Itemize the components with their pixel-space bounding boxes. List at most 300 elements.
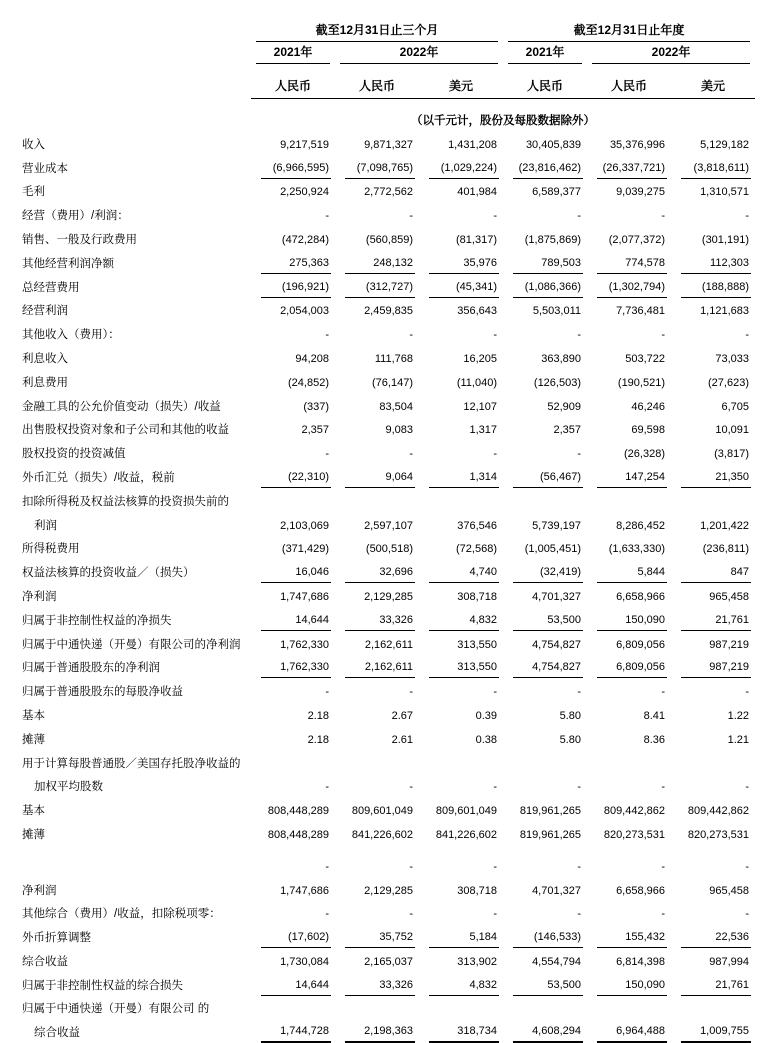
value-cell xyxy=(503,369,587,393)
value-text: 1,121,683 xyxy=(700,305,749,318)
value-text: 21,350 xyxy=(681,469,751,488)
value-cell xyxy=(503,131,587,155)
value-text xyxy=(261,756,331,774)
value-cell xyxy=(419,678,503,702)
value-cell xyxy=(587,536,671,560)
value-text: 2,250,924 xyxy=(280,186,329,199)
table-row xyxy=(22,924,755,948)
table-row xyxy=(22,877,755,901)
value-cell xyxy=(671,877,755,901)
value-cell xyxy=(419,797,503,821)
value-cell xyxy=(587,678,671,702)
value-cell xyxy=(335,948,419,972)
value-text: - xyxy=(661,329,665,342)
value-text: - xyxy=(325,448,329,461)
value-text: (23,816,462) xyxy=(513,160,583,179)
value-text: - xyxy=(409,908,413,921)
value-text: 112,303 xyxy=(681,255,751,274)
value-text: (3,818,611) xyxy=(681,160,751,179)
table-row xyxy=(22,274,755,298)
value-text xyxy=(681,756,751,774)
row-label: 归属于普通股股东的每股净收益 xyxy=(22,686,183,699)
value-cell xyxy=(587,877,671,901)
value-cell xyxy=(587,274,671,298)
row-label: 扣除所得税及权益法核算的投资损失前的 xyxy=(22,495,229,508)
value-text: 94,208 xyxy=(295,352,329,365)
row-label: 净利润 xyxy=(22,590,57,603)
corner-cell xyxy=(22,64,251,99)
value-cell xyxy=(251,797,335,821)
value-cell xyxy=(503,607,587,631)
value-cell xyxy=(251,369,335,393)
value-cell xyxy=(671,607,755,631)
value-text: 965,458 xyxy=(709,884,749,897)
value-text: 1,730,084 xyxy=(280,955,329,968)
value-text: 4,832 xyxy=(429,612,499,631)
value-text: 4,701,327 xyxy=(532,884,581,897)
value-cell xyxy=(587,996,671,1020)
value-cell xyxy=(251,464,335,488)
value-text: - xyxy=(745,329,749,342)
value-cell xyxy=(251,655,335,679)
value-cell xyxy=(419,250,503,274)
value-text xyxy=(597,494,667,512)
row-label: 归属于中通快递（开曼）有限公司的净利润 xyxy=(22,638,241,651)
row-label: 经营（费用）/利润： xyxy=(22,210,129,223)
value-text: - xyxy=(493,781,497,794)
value-cell xyxy=(251,948,335,972)
value-text: 30,405,839 xyxy=(525,138,581,151)
value-text: - xyxy=(577,781,581,794)
value-cell xyxy=(587,702,671,726)
value-cell xyxy=(671,774,755,798)
value-text: (6,966,595) xyxy=(261,160,331,179)
value-cell xyxy=(419,321,503,345)
value-cell xyxy=(335,774,419,798)
value-cell xyxy=(503,559,587,583)
value-text: 155,432 xyxy=(597,929,667,948)
value-cell xyxy=(251,845,335,877)
value-text: 808,448,289 xyxy=(267,805,329,818)
value-text: 1,747,686 xyxy=(280,884,329,897)
value-text: 8.36 xyxy=(643,733,665,746)
value-cell xyxy=(503,155,587,179)
value-text: - xyxy=(577,210,581,223)
value-text xyxy=(681,494,751,512)
value-cell xyxy=(503,179,587,203)
value-text: 8,286,452 xyxy=(616,519,665,532)
row-label: 净利润 xyxy=(22,884,57,897)
value-text: 356,643 xyxy=(457,305,497,318)
value-cell xyxy=(335,417,419,441)
value-cell xyxy=(419,559,503,583)
value-cell xyxy=(335,464,419,488)
value-text: (126,503) xyxy=(533,376,581,389)
value-cell xyxy=(335,607,419,631)
value-cell xyxy=(587,512,671,536)
value-cell xyxy=(587,607,671,631)
value-text: 7,736,481 xyxy=(616,305,665,318)
value-text: 1,310,571 xyxy=(700,186,749,199)
value-text: - xyxy=(661,860,665,873)
value-cell xyxy=(419,393,503,417)
row-label: 归属于中通快递（开曼）有限公司 的 xyxy=(22,1003,210,1016)
value-cell xyxy=(251,321,335,345)
value-cell xyxy=(671,702,755,726)
value-text: 2,198,363 xyxy=(345,1023,415,1043)
value-cell xyxy=(335,512,419,536)
value-cell xyxy=(251,393,335,417)
value-cell xyxy=(671,821,755,845)
value-cell xyxy=(587,226,671,250)
value-text xyxy=(429,1001,499,1019)
value-text xyxy=(429,494,499,512)
value-cell xyxy=(503,631,587,655)
corner-cell xyxy=(22,20,251,42)
value-cell xyxy=(587,631,671,655)
value-cell xyxy=(671,512,755,536)
value-text: 2.67 xyxy=(391,709,413,722)
value-cell xyxy=(335,924,419,948)
period-group-header xyxy=(251,20,503,42)
value-text: 819,961,265 xyxy=(519,805,581,818)
value-text: 2,357 xyxy=(301,424,329,437)
value-text xyxy=(261,494,331,512)
table-row xyxy=(22,702,755,726)
value-text: 8.41 xyxy=(643,709,665,722)
value-text: 5.80 xyxy=(559,709,581,722)
value-text: 9,083 xyxy=(385,424,413,437)
value-cell xyxy=(251,274,335,298)
value-cell xyxy=(419,488,503,512)
table-header xyxy=(22,20,755,131)
value-text: 6,705 xyxy=(721,400,749,413)
value-text: 841,226,602 xyxy=(351,828,413,841)
table-row xyxy=(22,226,755,250)
value-text: 819,961,265 xyxy=(519,828,581,841)
row-label: 其他综合（费用）/收益，扣除税项零： xyxy=(22,908,221,921)
value-text: 1,762,330 xyxy=(280,638,329,651)
value-text: - xyxy=(661,781,665,794)
value-text: (26,337,721) xyxy=(597,160,667,179)
value-text xyxy=(597,756,667,774)
table-row xyxy=(22,948,755,972)
value-cell xyxy=(335,488,419,512)
value-cell xyxy=(587,559,671,583)
value-cell xyxy=(587,321,671,345)
value-cell xyxy=(671,901,755,925)
table-row xyxy=(22,298,755,322)
value-cell xyxy=(587,750,671,774)
value-cell xyxy=(419,179,503,203)
value-text: 16,205 xyxy=(463,352,497,365)
value-cell xyxy=(335,440,419,464)
row-label: 权益法核算的投资收益／（损失） xyxy=(22,567,195,580)
value-cell xyxy=(335,226,419,250)
table-row xyxy=(22,774,755,798)
value-cell xyxy=(587,417,671,441)
value-cell xyxy=(251,678,335,702)
value-text: 820,273,531 xyxy=(603,828,665,841)
value-cell xyxy=(251,179,335,203)
value-cell xyxy=(419,131,503,155)
value-text: 1.22 xyxy=(727,709,749,722)
value-text: 313,550 xyxy=(457,638,497,651)
value-cell xyxy=(251,536,335,560)
row-label: 归属于普通股股东的净利润 xyxy=(22,662,160,675)
value-cell xyxy=(419,1019,503,1043)
value-text: 9,064 xyxy=(345,469,415,488)
value-cell xyxy=(503,924,587,948)
value-text: 847 xyxy=(681,564,751,583)
value-text: - xyxy=(745,908,749,921)
value-cell xyxy=(419,845,503,877)
value-cell xyxy=(503,996,587,1020)
value-cell xyxy=(335,821,419,845)
value-text: 33,326 xyxy=(345,612,415,631)
value-text: 6,814,398 xyxy=(616,955,665,968)
value-cell xyxy=(503,536,587,560)
table-row xyxy=(22,536,755,560)
value-cell xyxy=(671,202,755,226)
value-text: 2,162,611 xyxy=(345,659,415,678)
row-label: 外币汇兑（损失）/收益，税前 xyxy=(22,471,175,484)
value-text: - xyxy=(493,210,497,223)
value-text: 774,578 xyxy=(597,255,667,274)
row-label: 销售、一般及行政费用 xyxy=(22,233,137,246)
table-row xyxy=(22,488,755,512)
value-cell xyxy=(335,345,419,369)
value-text: 46,246 xyxy=(631,400,665,413)
value-text: - xyxy=(409,448,413,461)
row-label: 其他经营利润净额 xyxy=(22,257,114,270)
value-cell xyxy=(503,877,587,901)
value-cell xyxy=(335,996,419,1020)
value-cell xyxy=(587,464,671,488)
table-row xyxy=(22,972,755,996)
value-text: - xyxy=(409,860,413,873)
row-label: 摊薄 xyxy=(22,828,45,841)
value-cell xyxy=(251,488,335,512)
value-cell xyxy=(587,948,671,972)
row-label: 所得税费用 xyxy=(22,543,80,556)
table-row xyxy=(22,678,755,702)
value-cell xyxy=(419,369,503,393)
value-cell xyxy=(503,678,587,702)
value-text: (371,429) xyxy=(281,543,329,556)
value-cell xyxy=(419,655,503,679)
value-cell xyxy=(419,417,503,441)
value-cell xyxy=(671,655,755,679)
value-text: (81,317) xyxy=(456,233,497,246)
value-text: (1,302,794) xyxy=(597,279,667,298)
value-cell xyxy=(671,250,755,274)
value-text: (26,328) xyxy=(624,448,665,461)
value-text: (56,467) xyxy=(513,469,583,488)
value-text: 1,317 xyxy=(469,424,497,437)
value-cell xyxy=(671,345,755,369)
value-cell xyxy=(335,250,419,274)
value-cell xyxy=(503,901,587,925)
value-cell xyxy=(419,274,503,298)
value-text: 5,739,197 xyxy=(532,519,581,532)
value-cell xyxy=(335,901,419,925)
value-cell xyxy=(503,512,587,536)
value-cell xyxy=(251,631,335,655)
value-text: 6,809,056 xyxy=(616,638,665,651)
value-text: 318,734 xyxy=(429,1023,499,1043)
value-cell xyxy=(335,750,419,774)
table-row xyxy=(22,559,755,583)
value-text: 4,554,794 xyxy=(532,955,581,968)
value-text: 32,696 xyxy=(345,564,415,583)
value-cell xyxy=(251,226,335,250)
value-cell xyxy=(419,345,503,369)
value-cell xyxy=(503,774,587,798)
value-cell xyxy=(335,583,419,607)
year-label: 2021年 xyxy=(256,43,330,64)
value-text: 9,039,275 xyxy=(616,186,665,199)
value-cell xyxy=(335,678,419,702)
value-text: 313,550 xyxy=(429,659,499,678)
value-text: (45,341) xyxy=(429,279,499,298)
period-group-label: 截至12月31日止年度 xyxy=(508,21,750,42)
value-cell xyxy=(671,321,755,345)
value-cell xyxy=(503,226,587,250)
income-statement-table xyxy=(22,20,755,1043)
value-text: 1,314 xyxy=(429,469,499,488)
corner-cell xyxy=(22,42,251,64)
value-cell xyxy=(251,298,335,322)
value-text: 83,504 xyxy=(379,400,413,413)
value-cell xyxy=(503,1019,587,1043)
value-text: 809,601,049 xyxy=(435,805,497,818)
currency-header-row xyxy=(22,64,755,99)
value-cell xyxy=(335,702,419,726)
table-row xyxy=(22,369,755,393)
value-text: - xyxy=(577,908,581,921)
row-label: 归属于非控制性权益的净损失 xyxy=(22,614,172,627)
value-text: (27,623) xyxy=(708,376,749,389)
year-header xyxy=(335,42,503,64)
value-text: 5,184 xyxy=(429,929,499,948)
value-text: 809,442,862 xyxy=(603,805,665,818)
value-cell xyxy=(419,583,503,607)
row-label: 利息费用 xyxy=(22,376,68,389)
value-cell xyxy=(335,877,419,901)
value-cell xyxy=(587,901,671,925)
value-cell xyxy=(335,321,419,345)
value-text: (190,521) xyxy=(617,376,665,389)
value-text: - xyxy=(745,781,749,794)
year-label: 2021年 xyxy=(508,43,582,64)
value-text: (560,859) xyxy=(365,233,413,246)
value-cell xyxy=(251,417,335,441)
value-cell xyxy=(587,345,671,369)
value-cell xyxy=(671,924,755,948)
value-cell xyxy=(503,797,587,821)
value-cell xyxy=(503,202,587,226)
value-text: (11,040) xyxy=(456,376,497,389)
value-cell xyxy=(251,750,335,774)
value-text: 9,217,519 xyxy=(280,138,329,151)
row-label: 营业成本 xyxy=(22,162,68,175)
value-text: (24,852) xyxy=(288,376,329,389)
value-cell xyxy=(335,726,419,750)
value-text xyxy=(513,494,583,512)
table-row xyxy=(22,440,755,464)
value-text: (196,921) xyxy=(261,279,331,298)
value-cell xyxy=(335,559,419,583)
value-cell xyxy=(671,972,755,996)
value-cell xyxy=(671,226,755,250)
value-cell xyxy=(671,464,755,488)
value-cell xyxy=(587,583,671,607)
table-row xyxy=(22,321,755,345)
row-label xyxy=(22,845,251,877)
currency-header: 人民币 xyxy=(503,64,587,99)
table-row xyxy=(22,750,755,774)
value-text: 53,500 xyxy=(513,612,583,631)
value-text: 313,902 xyxy=(457,955,497,968)
value-text: 820,273,531 xyxy=(687,828,749,841)
value-text: 841,226,602 xyxy=(435,828,497,841)
value-text: 147,254 xyxy=(597,469,667,488)
units-note: （以千元计，股份及每股数据除外） xyxy=(411,115,595,127)
value-text: 5.80 xyxy=(559,733,581,746)
value-text: 35,376,996 xyxy=(609,138,665,151)
value-cell xyxy=(251,155,335,179)
row-label: 用于计算每股普通股／美国存托股净收益的 xyxy=(22,757,241,770)
value-cell xyxy=(671,631,755,655)
value-cell xyxy=(671,1019,755,1043)
value-cell xyxy=(503,972,587,996)
value-cell xyxy=(671,996,755,1020)
value-cell xyxy=(587,155,671,179)
value-cell xyxy=(419,440,503,464)
value-cell xyxy=(251,924,335,948)
value-text xyxy=(513,1001,583,1019)
value-text: - xyxy=(325,860,329,873)
value-text: 5,844 xyxy=(597,564,667,583)
value-text: - xyxy=(493,686,497,699)
year-label: 2022年 xyxy=(592,43,750,64)
value-cell xyxy=(503,321,587,345)
value-text: (236,811) xyxy=(702,543,749,556)
period-group-label: 截至12月31日止三个月 xyxy=(256,21,498,42)
value-text: (7,098,765) xyxy=(345,160,415,179)
row-label: 归属于非控制性权益的综合损失 xyxy=(22,979,183,992)
table-row xyxy=(22,583,755,607)
value-cell xyxy=(419,948,503,972)
value-text xyxy=(681,1001,751,1019)
value-cell xyxy=(419,702,503,726)
value-cell xyxy=(671,179,755,203)
value-text: - xyxy=(409,329,413,342)
value-text: 73,033 xyxy=(715,352,749,365)
value-text: (32,419) xyxy=(513,564,583,583)
value-text xyxy=(345,494,415,512)
value-cell xyxy=(419,536,503,560)
value-cell xyxy=(419,750,503,774)
value-cell xyxy=(419,202,503,226)
value-text: 10,091 xyxy=(715,424,749,437)
value-text: 52,909 xyxy=(547,400,581,413)
value-text: - xyxy=(409,686,413,699)
value-cell xyxy=(251,726,335,750)
row-label: 摊薄 xyxy=(22,733,45,746)
row-label: 综合收益 xyxy=(34,1027,80,1040)
